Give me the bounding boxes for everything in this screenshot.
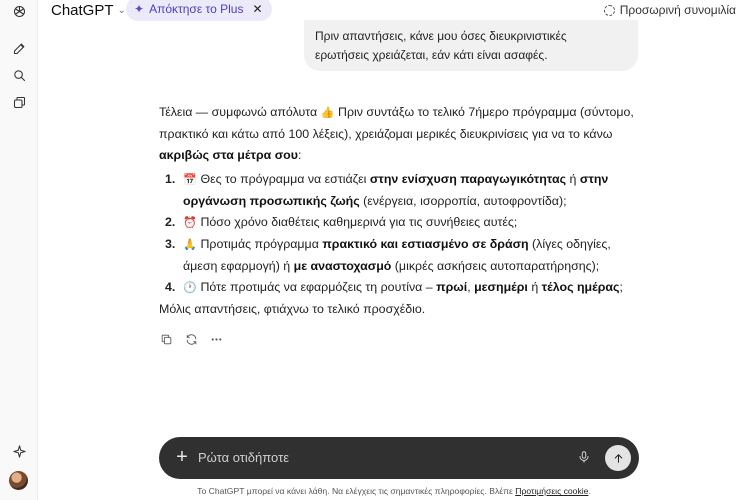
user-message-bubble <box>304 20 638 71</box>
thumbs-up-icon: 👍 <box>320 107 335 119</box>
list-item <box>159 277 639 299</box>
list-item <box>159 212 639 234</box>
disclaimer <box>38 486 750 496</box>
cookie-preferences-link[interactable]: Προτιμήσεις cookie <box>515 486 589 496</box>
question-list <box>159 169 639 299</box>
list-item <box>159 169 639 212</box>
intro-text: : <box>297 148 302 162</box>
upgrade-label: Απόκτησε το Plus <box>149 2 244 16</box>
top-header <box>38 0 750 22</box>
message-composer <box>159 437 639 479</box>
item-bold: μεσημέρι <box>474 280 528 294</box>
message-actions <box>159 332 223 346</box>
avatar[interactable] <box>9 471 28 490</box>
microphone-icon[interactable] <box>577 449 593 467</box>
intro-text: Πριν συντάξω το τελικό 7ήμερο πρόγραμμα (σύντομο, πρακτικό και κάτω από 100 λέξεις), χρειάζομαι μερικές διευκρινίσεις για να το κάνω <box>159 105 634 141</box>
item-bold: στην οργάνωση προσωπικής ζωής <box>183 172 609 208</box>
item-text: Πότε προτιμάς να εφαρμόζεις τη ρουτίνα – <box>197 280 437 294</box>
assistant-outro: Μόλις απαντήσεις, φτιάχνω το τελικό προσχέδιο. <box>159 302 426 316</box>
alarm-clock-icon: ⏰ <box>183 217 197 229</box>
model-selector[interactable] <box>51 2 126 19</box>
item-bold: πρακτικό και εστιασμένο σε δράση <box>322 237 529 251</box>
item-bold: τέλος ημέρας <box>541 280 620 294</box>
new-chat-icon[interactable] <box>9 38 29 58</box>
brand-label: ChatGPT <box>51 2 114 19</box>
item-text: Πόσο χρόνο διαθέτεις καθημερινά για τις συνήθειες αυτές; <box>197 215 518 229</box>
item-text: Προτιμάς πρόγραμμα <box>197 237 323 251</box>
temporary-chat-label: Προσωρινή συνομιλία <box>619 3 736 17</box>
chevron-down-icon: ⌄ <box>117 5 126 16</box>
copy-icon[interactable] <box>159 332 173 346</box>
temporary-chat-button[interactable] <box>604 3 736 17</box>
list-item <box>159 234 639 277</box>
sparkle-icon: ✦ <box>134 2 145 16</box>
openai-logo-icon[interactable] <box>9 1 29 21</box>
intro-text: Τέλεια — συμφωνώ απόλυτα <box>159 105 321 119</box>
disclaimer-text: . <box>588 486 591 496</box>
close-icon[interactable]: ✕ <box>252 2 263 16</box>
item-bold: με αναστοχασμό <box>293 259 392 273</box>
assistant-intro <box>159 102 639 166</box>
list-number: 3. <box>165 237 176 251</box>
assistant-message <box>159 102 639 320</box>
item-text: ή <box>566 172 580 186</box>
item-text: ; <box>619 280 623 294</box>
disclaimer-text: Το ChatGPT μπορεί να κάνει λάθη. Να ελέγχεις τις σημαντικές πληροφορίες. Βλέπε <box>197 486 516 496</box>
item-text: , <box>467 280 475 294</box>
list-number: 2. <box>165 215 176 229</box>
prompt-input[interactable]: Ρώτα οτιδήποτε <box>198 450 290 465</box>
list-number: 1. <box>165 172 176 186</box>
sidebar-rail <box>0 0 38 500</box>
regenerate-icon[interactable] <box>184 332 198 346</box>
item-text: Θες το πρόγραμμα να εστιάζει <box>197 172 370 186</box>
clock-icon: 🕐 <box>183 282 197 294</box>
meditation-icon: 🙏 <box>183 239 197 251</box>
item-text: (μικρές ασκήσεις αυτοπαρατήρησης); <box>391 259 600 273</box>
temporary-chat-icon <box>604 5 615 16</box>
item-text: (ενέργεια, ισορροπία, αυτοφροντίδα); <box>359 194 567 208</box>
item-bold: πρωί <box>436 280 468 294</box>
sparkle-icon[interactable] <box>9 441 29 461</box>
item-text: ή <box>527 280 542 294</box>
arrow-up-icon <box>612 452 625 465</box>
upgrade-plus-button[interactable] <box>126 0 272 21</box>
item-bold: στην ενίσχυση παραγωγικότητας <box>369 172 567 186</box>
search-icon[interactable] <box>9 65 29 85</box>
more-options-icon[interactable] <box>209 332 223 346</box>
list-number: 4. <box>165 280 176 294</box>
plus-icon[interactable]: + <box>176 446 188 468</box>
send-button[interactable] <box>605 445 631 471</box>
user-message-line: ερωτήσεις χρειάζεται, εάν κάτι είναι ασαφές. <box>315 47 548 62</box>
user-message-line: Πριν απαντήσεις, κάνε μου όσες διευκρινιστικές <box>315 29 567 43</box>
library-icon[interactable] <box>9 92 29 112</box>
calendar-icon: 📅 <box>183 174 197 186</box>
intro-bold: ακριβώς στα μέτρα σου <box>159 148 298 162</box>
item-text: (λίγες οδηγίες, άμεση εφαρμογή) ή <box>183 237 611 273</box>
